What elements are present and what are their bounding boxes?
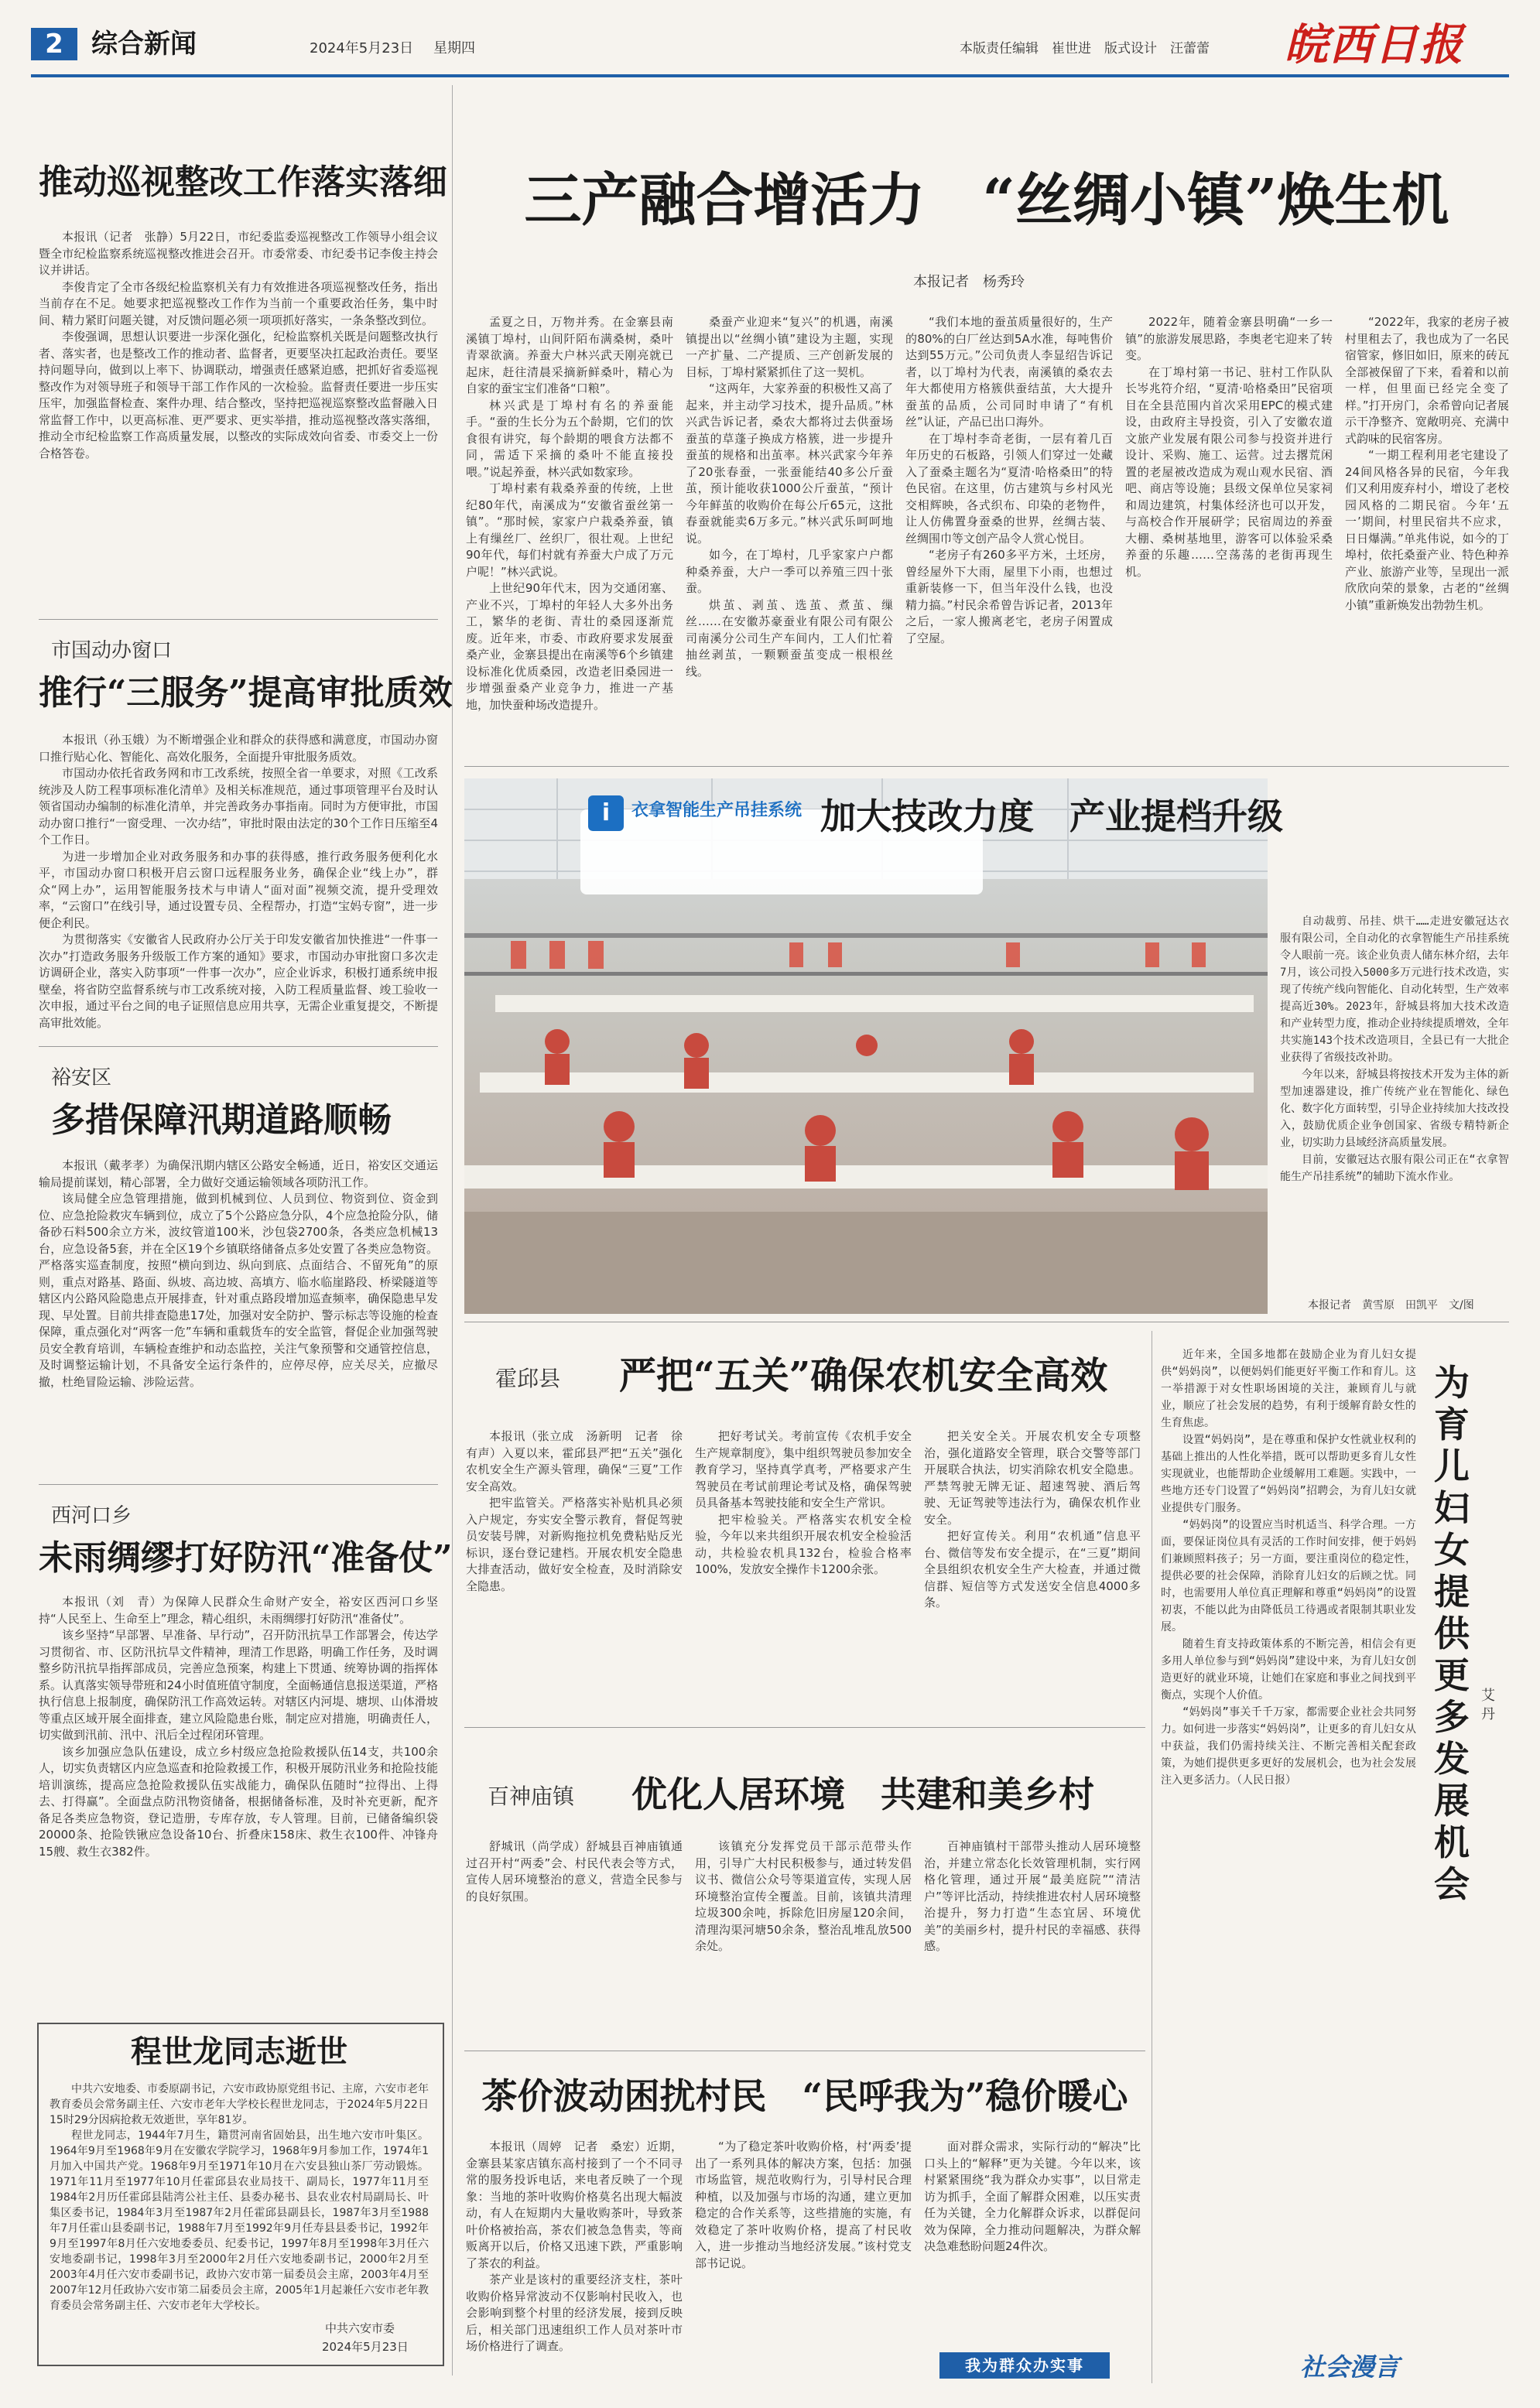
article-huoqiu-title: 严把“五关”确保农机安全高效 bbox=[619, 1354, 1108, 1397]
feature-caption: 自动裁剪、吊挂、烘干……走进安徽冠达衣服有限公司，全自动化的衣拿智能生产吊挂系统令人眼前一亮。该企业负责人储东林介绍，去年7月，该公司投入5000多万元进行技术改造，实现了传统产线向智能化、自动化转型，生产效率提高近30%。2023年，舒城县将加大技术改造和产业转型力度，推动企业持续提质增效，全年共实施143个技术改造项目，全县已有一大批企业获得了省级技改补助。 今年以来，舒城县将按技术开发为主体的新型加速器建设，推广传统产业在智能化、绿色化、数字化方面转型，引导企业持续加大技改投入，鼓励优质企业争创国家、省级专精特新企业，切实助力县域经济高质量发展。 目前，安徽冠达衣服有限公司正在“衣拿智能生产吊挂系统”的辅助下流水作业。 bbox=[1280, 915, 1509, 1183]
divider bbox=[464, 1727, 1145, 1728]
article-baishenmiao-col1: 舒城讯（尚学成）舒城县百神庙镇通过召开村“两委”会、村民代表会等方式，宣传人居环境整治的意义，营造全民参与的良好氛围。 bbox=[466, 1839, 683, 1903]
service-tag-banner: 我为群众办实事 bbox=[939, 2352, 1110, 2379]
factory-photo-illustration bbox=[464, 778, 1268, 1314]
divider bbox=[39, 1046, 438, 1047]
obituary-signature: 中共六安市委 bbox=[325, 2321, 395, 2335]
page-number: 2 bbox=[45, 29, 63, 60]
commentary-author: 艾 丹 bbox=[1481, 1688, 1509, 1722]
article-tea-title: 茶价波动困扰村民 “民呼我为”稳价暖心 bbox=[481, 2075, 1128, 2117]
article-baishenmiao-kicker: 百神庙镇 bbox=[488, 1784, 575, 1809]
article-civil-defense-title: 推行“三服务”提高审批质效 bbox=[39, 673, 453, 713]
article-huoqiu-col3: 把关安全关。开展农机安全专项整治，强化道路安全管理，联合交警等部门开展联合执法，切实消除农机安全隐患。严禁驾驶无牌无证、超速驾驶、酒后驾驶、无证驾驶等违法行为，确保农机作业安全。 把好宣传关。利用“农机通”信息平台、微信等发布安全提示，在“三夏”期间全县组织农机安全生产大检查，并通过微信群、短信等方式发送安全信息4000多条。 bbox=[924, 1429, 1141, 1609]
lead-story-col4: 2022年，随着金寨县明确“一乡一镇”的旅游发展思路，李奥老宅迎来了转变。 在丁埠村第一书记、驻村工作队队长岑兆符介绍，“夏清·哈格桑田”民宿项目在全县范围内首次采用EPC的模式建设，由政府主导投资，引入了安徽农道文旅产业发展有限公司参与投资并进行设计、采购、施工、运营。过去撂荒闲置的老屋被改造成为观山观水民宿、酒吧、商店等设施；县级文保单位吴家祠和周边建筑，村集体经济也可以开发，与高校合作开展研学；民宿周边的养蚕大棚、桑树基地里，游客可以体验采桑养蚕的乐趣……空荡荡的老街再现生机。 bbox=[1125, 315, 1333, 579]
obituary-date: 2024年5月23日 bbox=[322, 2340, 409, 2354]
article-tea-col3: 面对群众需求，实际行动的“解决”比口头上的“解释”更为关键。今年以来，该村紧紧围绕“我为群众办实事”，以目常走访为抓手，全面了解群众困难，以压实责任为关键，全力化解群众诉求，以群促问效为保障，全力推动问题解决，为群众解决急难愁盼问题24件次。 bbox=[924, 2139, 1141, 2253]
article-civil-defense-kicker: 市国动办窗口 bbox=[51, 639, 173, 662]
obituary-title: 程世龙同志逝世 bbox=[131, 2033, 347, 2070]
article-yuan-kicker: 裕安区 bbox=[51, 1066, 112, 1089]
article-xihekou-kicker: 西河口乡 bbox=[51, 1504, 132, 1527]
article-xihekou-body: 本报讯（刘 青）为保障人民群众生命财产安全，裕安区西河口乡坚持“人民至上、生命至上”理念，精心组织，未雨绸缪打好防汛“准备仗”。 该乡坚持“早部署、早准备、早行动”，召开防汛抗旱工作部署会，传达学习贯彻省、市、区防汛抗旱文件精神，理清工作思路，明确工作任务，及时调整乡防汛抗旱指挥部成员，完善应急预案，构建上下贯通、统筹协调的指挥体系。认真落实领导带班和24小时值班值守制度，全面畅通信息报送渠道，严格执行信息上报制度，确保防汛工作高效运转。对辖区内河堤、塘坝、山体滑坡等重点区域开展全面排查，建立风险隐患台账，制定应对措施，明确责任人，切实做到汛前、汛中、汛后全过程闭环管理。 该乡加强应急队伍建设，成立乡村级应急抢险救援队伍14支，共100余人，切实负责辖区内应急巡查和抢险救援工作，积极开展防汛业务和抢险技能培训演练，提高应急抢险救援队伍实战能力，确保队伍随时“拉得出、上得去、打得赢”。全面盘点防汛物资储备，根据储备标准，及时补充更新，配齐备足各类应急物资，登记造册，专库存放，专人管理。目前，已储备编织袋20000条、抢险铁锹应急设备10台、折叠床158床、救生衣100件、冲锋舟15艘、救生衣382件。 bbox=[39, 1595, 438, 1859]
article-inspection-title: 推动巡视整改工作落实落细 bbox=[39, 162, 447, 202]
article-xihekou-title: 未雨绸缪打好防汛“准备仗” bbox=[39, 1538, 453, 1578]
article-huoqiu-col1: 本报讯（张立成 汤新明 记者 徐有声）入夏以来，霍邱县严把“五关”强化农机安全生产源头管理，确保“三夏”工作安全高效。 把牢监管关。严格落实补贴机具必须入户规定，夯实安全警示教育，督促驾驶员安装号牌，对新购拖拉机免费粘贴反光标识，逐台登记建档。开展农机安全隐患大排查活动，做好安全检查，及时消除安全隐患。 bbox=[466, 1429, 683, 1593]
feature-title: 加大技改力度 产业提档升级 bbox=[820, 795, 1283, 837]
lead-story-title: 三产融合增活力 “丝绸小镇”焕生机 bbox=[524, 167, 1449, 234]
newspaper-logo: 皖西日报 bbox=[1285, 19, 1464, 70]
article-huoqiu-kicker: 霍邱县 bbox=[495, 1366, 561, 1391]
editors-line: 本版责任编辑 崔世进 版式设计 汪蕾蕾 bbox=[960, 41, 1210, 56]
obituary-body: 中共六安地委、市委原副书记，六安市政协原党组书记、主席，六安市老年教育委员会常务副主任、六安市老年大学校长程世龙同志，于2024年5月22日15时29分因病抢救无效逝世，享年81岁。 程世龙同志，1944年7月生，籍贯河南省固始县，出生地六安市叶集区。1964年9月至1968年9月在安徽农学院学习，1968年9月参加工作，1974年1月加入中国共产党。1968年9月至1971年10月在六安县独山茶厂劳动锻炼。1971年11月至1977年10月任霍邱县农业局技干、副局长，1977年11月至1984年2月历任霍邱县陆湾公社主任、县委办秘书、县农业农村局副局长、叶集区委书记，1984年3月至1987年2月任霍邱县副县长，1987年3月至1988年7月任霍山县委副书记，1988年7月至1992年9月任寿县县委书记，1992年9月至1997年8月任六安地委委员、纪委书记，1997年8月至1998年3月任六安地委副书记，1998年3月至2000年2月任六安地委副书记，2000年2月至2003年4月任六安市委副书记，政协六安市第一届委员会主席，2003年4月至2007年12月任政协六安市第二届委员会主席，2005年1月起兼任六安市老年教育委员会常务副主任、六安市老年大学校长。 bbox=[50, 2083, 429, 2312]
section-name: 综合新闻 bbox=[91, 29, 197, 60]
article-baishenmiao-col2: 该镇充分发挥党员干部示范带头作用，引导广大村民积极参与，通过转发倡议书、微信公众号等渠道宣传，实现人居环境整治宣传全覆盖。目前，该镇共清理垃圾300余吨，拆除危旧房屋120余间，清理沟渠河塘50余条，整治乱堆乱放500余处。 bbox=[695, 1839, 912, 1953]
article-yuan-title: 多措保障汛期道路顺畅 bbox=[51, 1100, 392, 1140]
company-logo-text: 衣拿智能生产吊挂系统 bbox=[631, 801, 803, 820]
feature-credit: 本报记者 黄雪原 田凯平 文/图 bbox=[1308, 1299, 1474, 1312]
article-tea-col1: 本报讯（周婷 记者 桑宏）近期，金寨县某家店镇东高村接到了一个不同寻常的服务投诉电话，来电者反映了一个现象：当地的茶叶收购价格莫名出现大幅波动，有人在短期内大量收购茶叶，导致茶叶价格被抬高，茶农们被急急售卖，等商贩离开以后，价格又迅速下跌，严重影响了茶农的利益。 茶产业是该村的重要经济支柱，茶叶收购价格异常波动不仅影响村民收入，也会影响到整个村里的经济发展，接到反映后，相关部门迅速组织工作人员对茶叶市场价格进行了调查。 bbox=[466, 2139, 683, 2353]
article-inspection-body: 本报讯（记者 张静）5月22日，市纪委监委巡视整改工作领导小组会议暨全市纪检监察系统巡视整改推进会召开。市委常委、市纪委书记李俊主持会议并讲话。 李俊肯定了全市各级纪检监察机关有力有效推进各项巡视整改任务，指出当前存在不足。她要求把巡视整改工作作为当前一个重要政治任务，集中时间、精力紧盯问题关键，对反馈问题必须一项项抓好落实，一条条整改到位。 李俊强调，思想认识要进一步深化强化，纪检监察机关既是问题整改执行者、落实者，也是整改工作的推动者、监督者，更要坚决扛起政治责任。要坚持问题导向，做到以上率下、协调联动，增强责任感紧迫感，把抓好省委巡视整改作为对领导班子和领导干部工作作风的一次检验。监督责任要进一步压实压牢，加强监督检查、案件办理、结合整改，坚持把巡视巡察整改监督融入日常监督工作中，以更高标准、更严要求、更实举措，推动巡视整改落实落细，推动全市纪检监察工作高质量发展，以整改的实际成效向省委、市委交上一份合格答卷。 bbox=[39, 230, 438, 460]
article-tea-col2: “为了稳定茶叶收购价格，村‘两委’提出了一系列具体的解决方案，包括：加强市场监管，规范收购行为，引导村民合理种植，以及加强与市场的沟通，建立更加稳定的合作关系等，这些措施的实施，有效稳定了茶叶收购价格，提高了村民收入，进一步推动当地经济发展。”该村党支部书记说。 bbox=[695, 2139, 912, 2270]
divider bbox=[39, 1484, 438, 1485]
lead-story-col2: 桑蚕产业迎来“复兴”的机遇，南溪镇提出以“丝绸小镇”建设为主题，实现一产扩量、二产提质、三产创新发展的目标，丁埠村紧紧抓住了这一契机。 “这两年，大家养蚕的积极性又高了起来，并主动学习技术，提升品质。”林兴武告诉记者，桑农大都将过去供蚕场蚕茧的草蓬子换成方格簇，进一步提升蚕茧的规格和出茧率。林兴武家今年养了20张春蚕，一张蚕能结40多公斤蚕茧，预计能收获1000公斤蚕茧，“预计今年鲜茧的收购价在每公斤65元，这批春蚕就能卖6万多元。”林兴武乐呵呵地说。 如今，在丁埠村，几乎家家户户都种桑养蚕，大户一季可以养殖三四十张蚕。 烘茧、剥茧、选茧、煮茧、缫丝……在安徽苏豪蚕业有限公司有限公司南溪分公司生产车间内，工人们忙着抽丝剥茧，一颗颗蚕茧变成一根根丝线。 bbox=[686, 315, 893, 679]
issue-weekday: 星期四 bbox=[433, 40, 475, 56]
issue-date: 2024年5月23日 bbox=[310, 40, 414, 56]
company-logo-icon: i bbox=[588, 795, 624, 831]
commentary-body: 近年来，全国多地都在鼓励企业为育儿妇女提供“妈妈岗”，以便妈妈们能更好平衡工作和育儿。这一举措源于对女性职场困境的关注，兼顾育儿与就业，顺应了社会发展的趋势，有利于缓解育龄女性的生育焦虑。 设置“妈妈岗”，是在尊重和保护女性就业权利的基础上推出的人性化举措，既可以帮助更多育儿女性实现就业，也能帮助企业缓解用工难题。实践中，一些地方还专门设置了“妈妈岗”招聘会，为育儿妇女就业提供专门服务。 “妈妈岗”的设置应当时机适当、科学合理。一方面，要保证岗位具有灵活的工作时间安排，便于妈妈们兼顾照料孩子；另一方面，要注重岗位的稳定性，提供必要的社会保障，消除育儿妇女的后顾之忧。同时，也需要用人单位真正理解和尊重“妈妈岗”的设置初衷，不能以此为由降低员工待遇或者限制其职业发展。 随着生育支持政策体系的不断完善，相信会有更多用人单位参与到“妈妈岗”建设中来，为育儿妇女创造更好的就业环境，让她们在家庭和事业之间找到平衡点，实现个人价值。 “妈妈岗”事关千千万家，都需要企业社会共同努力。如何进一步落实“妈妈岗”，让更多的育儿妇女从中获益，我们仍需持续关注、不断完善相关配套政策，为她们提供更多更好的发展机会，也为社会发展注入更多活力。（人民日报） bbox=[1161, 1349, 1416, 1787]
article-civil-defense-body: 本报讯（孙玉娥）为不断增强企业和群众的获得感和满意度，市国动办窗口推行贴心化、智能化、高效化服务，全面提升审批服务质效。 市国动办依托省政务网和市工改系统，按照全省一单要求，对照《工改系统涉及人防工程事项标准化清单》及相关标准规范，通过事项管理平台及时认领省国动办编制的标准化清单，并完善政务办事指南。同时为方便审批，市国动办窗口推行“一窗受理、一次办结”，审批时限由法定的30个工作日压缩至4个工作日。 为进一步增加企业对政务服务和办事的获得感，推行政务服务便利化水平，市国动办窗口积极开启云窗口远程服务业务，确保企业“线上办”，群众“网上办”，运用智能服务技术与申请人“面对面”视频交流，提升受理效率，“云窗口”在线引导，通过设置专员、全程帮办，打造“宝妈专窗”，进一步便企利民。 为贯彻落实《安徽省人民政府办公厅关于印发安徽省加快推进“一件事一次办”打造政务服务升级版工作方案的通知》要求，市国动办审批窗口多次走访调研企业，落实入防事项“一件事一次办”，应企业诉求，积极打通系统申报壁垒，将省防空监督系统与市工改系统对接，入防工程质量监督、竣工验收一次申报，通过平台之间的电子证照信息应用共享，无需企业重复提交，不断提高审批效能。 bbox=[39, 733, 438, 1030]
column-logo: 社会漫言 bbox=[1300, 2352, 1400, 2382]
divider bbox=[39, 619, 438, 620]
article-yuan-body: 本报讯（戴孝孝）为确保汛期内辖区公路安全畅通，近日，裕安区交通运输局提前谋划，精心部署，全力做好交通运输领域各项防汛工作。 该局健全应急管理措施，做到机械到位、人员到位、物资到位、资金到位、应急抢险救灾车辆到位，成立了5个公路应急分队，4个应急抢险分队，储备砂石料500余立方米，波纹管道100米，沙包袋2700条，各类应急机械13台，应急设备5套，并在全区19个乡镇联络储备点多处安置了各类应急物资。严格落实巡查制度，按照“横向到边、纵向到底、点面结合、不留死角”的原则，重点对路基、路面、纵坡、高边坡、高填方、临水临崖路段、桥梁隧道等辖区内公路风险隐患点开展排查，针对重点路段增加巡查频率，确保隐患早发现、早处置。目前共排查隐患17处，加强对安全防护、警示标志等设施的检查保障，重点强化对“两客一危”车辆和重载货车的安全监管，督促企业加强驾驶员安全教育培训，车辆检查维护和动态监控，关注气象预警和交通管控信息，及时调整运输计划，不具备安全运行条件的，应停尽停，应关尽关，应撤尽撤，杜绝冒险运输、涉险运营。 bbox=[39, 1158, 438, 1389]
article-baishenmiao-title: 优化人居环境 共建和美乡村 bbox=[631, 1774, 1094, 1815]
lead-story-col3: “我们本地的蚕茧质量很好的，生产的80%的白厂丝达到5A水准，每吨售价达到55万元。”公司负责人李显绍告诉记者，以丁埠村为代表，南溪镇的桑农去年大都使用方格簇供蚕结茧，大大提升蚕茧的品质，公司同时申请了“有机丝”认证，产品已出口海外。 在丁埠村李奇老街，一层有着几百年历史的石板路，引领人们穿过一处藏入了蚕桑主题名为“夏清·哈格桑田”的特色民宿。在这里，仿古建筑与乡村风光交相辉映，各式织布、印染的老物件，让人仿佛置身蚕桑的世界，丝绸古装、丝绸围巾等文创产品令人赏心悦目。 “老房子有260多平方米，土坯房，曾经屋外下大雨，屋里下小雨，也想过重新装修一下，但当年没什么钱，也没精力搞。”村民余希曾告诉记者，2013年之后，一家人搬离老宅，老房子闲置成了空屋。 bbox=[905, 315, 1113, 645]
article-huoqiu-col2: 把好考试关。考前宣传《农机手安全生产规章制度》，集中组织驾驶员参加安全教育学习，坚持真学真考，严格要求产生驾驶员在考试前理论考试及格，确保驾驶员具备基本驾驶技能和安全生产常识。 把牢检验关。严格落实农机安全检验，今年以来共组织开展农机安全检验活动，共检验农机具132台，检验合格率100%，发放安全操作卡1200余张。 bbox=[695, 1429, 912, 1576]
lead-story-col1: 孟夏之日，万物并秀。在金寨县南溪镇丁埠村，山间阡陌布满桑树，桑叶青翠欲滴。养蚕大户林兴武天刚亮就已起床，赶往清晨采摘新鲜桑叶，精心为自家的蚕宝宝们准备“口粮”。 林兴武是丁埠村有名的养蚕能手。“蚕的生长分为五个龄期，它们的饮食很有讲究，每个龄期的喂食方法都不同，需适下采摘的桑叶不能直接投喂。”说起养蚕，林兴武如数家珍。 丁埠村素有栽桑养蚕的传统，上世纪80年代，南溪成为“安徽省蚕丝第一镇”。“那时候，家家户户栽桑养蚕，镇上有缫丝厂、丝织厂，很壮观。上世纪90年代，每们村就有养蚕大户成了万元户呢！”林兴武说。 上世纪90年代末，因为交通闭塞、产业不兴，丁埠村的年轻人大多外出务工，繁华的老街、青壮的桑园逐渐荒废。近年来，市委、市政府要求发展蚕桑产业，金寨县提出在南溪等6个乡镇建设标准化优质桑园，改造老旧桑园进一步增强蚕桑产业竞争力，推进一产基地，加快蚕种场改造提升。 bbox=[466, 315, 673, 712]
factory-photo bbox=[464, 778, 1268, 1314]
lead-story-col5: “2022年，我家的老房子被村里租去了，我也成为了一名民宿管家，修旧如旧，原来的砖瓦全部被保留了下来，看着和以前一样，但里面已经完全变了样。”打开房门，余希曾向记者展示干净整齐、宽敞明亮、充满中式韵味的民宿客房。 “一期工程利用老宅建设了24间风格各异的民宿，今年我们又利用废弃村小，增设了老校园风格的二期民宿。今年‘五一’期间，村里民宿共不应求，日日爆满。”单兆伟说，如今的丁埠村，依托桑蚕产业、特色种养产业、旅游产业等，呈现出一派欣欣向荣的景象，古老的“丝绸小镇”重新焕发出勃勃生机。 bbox=[1345, 315, 1509, 612]
page-number-badge bbox=[31, 28, 77, 60]
article-baishenmiao-col3: 百神庙镇村干部带头推动人居环境整治，并建立常态化长效管理机制，实行网格化管理，通过开展“最美庭院”“清洁户”等评比活动，持续推进农村人居环境整治提升，努力打造“生态宜居、环境优美”的美丽乡村，提升村民的幸福感、获得感。 bbox=[924, 1839, 1141, 1953]
divider bbox=[464, 766, 1509, 767]
commentary-title: 为育儿妇女提供更多发展机会 bbox=[1434, 1362, 1470, 1905]
lead-story-byline: 本报记者 杨秀玲 bbox=[913, 274, 1025, 290]
masthead-rule bbox=[31, 74, 1509, 77]
